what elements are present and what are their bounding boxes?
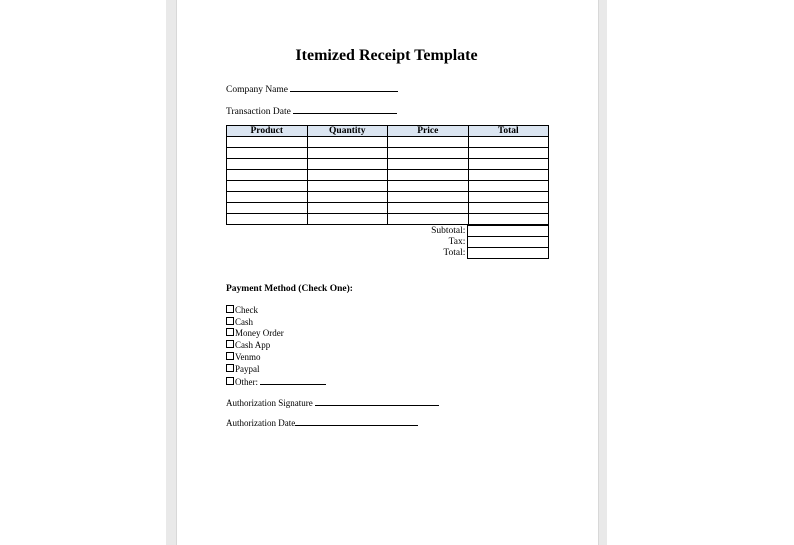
header-total: Total bbox=[468, 126, 549, 137]
table-row bbox=[227, 148, 549, 159]
header-product: Product bbox=[227, 126, 308, 137]
page-title: Itemized Receipt Template bbox=[295, 47, 478, 64]
checkbox-icon[interactable] bbox=[226, 328, 234, 336]
authorization-date-label: Authorization Date bbox=[226, 418, 296, 428]
authorization-signature-blank[interactable] bbox=[315, 396, 439, 406]
payment-option-other[interactable] bbox=[226, 375, 326, 389]
checkbox-icon[interactable] bbox=[226, 317, 234, 325]
table-cell[interactable] bbox=[227, 148, 308, 159]
table-cell[interactable] bbox=[307, 137, 388, 148]
payment-option-label: Paypal bbox=[235, 363, 260, 374]
table-cell[interactable] bbox=[227, 181, 308, 192]
transaction-date-field bbox=[226, 104, 397, 117]
table-cell[interactable] bbox=[388, 203, 469, 214]
total-value-box[interactable] bbox=[468, 248, 549, 259]
authorization-date-field bbox=[226, 416, 418, 428]
table-cell[interactable] bbox=[307, 214, 388, 225]
transaction-date-blank[interactable] bbox=[293, 104, 397, 114]
table-cell[interactable] bbox=[468, 192, 549, 203]
table-cell[interactable] bbox=[388, 181, 469, 192]
company-name-field bbox=[226, 82, 398, 95]
checkbox-icon[interactable] bbox=[226, 364, 234, 372]
header-price: Price bbox=[388, 126, 469, 137]
tax-value-box[interactable] bbox=[468, 237, 549, 248]
table-cell[interactable] bbox=[227, 203, 308, 214]
checkbox-icon[interactable] bbox=[226, 377, 234, 385]
subtotal-label: Subtotal: bbox=[431, 226, 466, 236]
payment-options-list bbox=[226, 305, 326, 389]
table-cell[interactable] bbox=[227, 137, 308, 148]
authorization-date-blank[interactable] bbox=[295, 416, 418, 426]
table-row bbox=[227, 159, 549, 170]
payment-option-label: Money Order bbox=[235, 328, 284, 339]
table-row bbox=[227, 192, 549, 203]
payment-option-paypal[interactable] bbox=[226, 364, 326, 376]
table-cell[interactable] bbox=[468, 170, 549, 181]
table-cell[interactable] bbox=[227, 159, 308, 170]
table-cell[interactable] bbox=[388, 214, 469, 225]
table-cell[interactable] bbox=[388, 148, 469, 159]
items-table bbox=[226, 125, 549, 225]
table-row bbox=[227, 170, 549, 181]
payment-option-cash-app[interactable] bbox=[226, 340, 326, 352]
table-cell[interactable] bbox=[307, 181, 388, 192]
tax-row bbox=[226, 237, 549, 248]
table-cell[interactable] bbox=[468, 137, 549, 148]
payment-method-heading: Payment Method (Check One): bbox=[226, 284, 353, 294]
subtotal-row bbox=[226, 226, 549, 237]
checkbox-icon[interactable] bbox=[226, 305, 234, 313]
company-name-blank[interactable] bbox=[290, 82, 398, 92]
table-row bbox=[227, 214, 549, 225]
payment-option-label: Cash App bbox=[235, 340, 271, 351]
table-cell[interactable] bbox=[388, 170, 469, 181]
table-cell[interactable] bbox=[307, 148, 388, 159]
checkbox-icon[interactable] bbox=[226, 352, 234, 360]
checkbox-icon[interactable] bbox=[226, 340, 234, 348]
table-cell[interactable] bbox=[227, 192, 308, 203]
table-row bbox=[227, 203, 549, 214]
header-quantity: Quantity bbox=[307, 126, 388, 137]
transaction-date-label: Transaction Date bbox=[226, 107, 291, 117]
table-cell[interactable] bbox=[307, 159, 388, 170]
table-cell[interactable] bbox=[227, 170, 308, 181]
table-cell[interactable] bbox=[307, 170, 388, 181]
total-row bbox=[226, 248, 549, 259]
payment-option-check[interactable] bbox=[226, 305, 326, 317]
payment-option-money-order[interactable] bbox=[226, 328, 326, 340]
subtotal-value-box[interactable] bbox=[468, 226, 549, 237]
authorization-signature-label: Authorization Signature bbox=[226, 398, 313, 408]
table-cell[interactable] bbox=[468, 181, 549, 192]
totals-table bbox=[226, 225, 549, 259]
payment-option-label: Venmo bbox=[235, 351, 261, 362]
table-cell[interactable] bbox=[307, 203, 388, 214]
table-cell[interactable] bbox=[307, 192, 388, 203]
table-row bbox=[227, 137, 549, 148]
payment-option-label: Cash bbox=[235, 316, 253, 327]
table-cell[interactable] bbox=[227, 214, 308, 225]
payment-option-cash[interactable] bbox=[226, 317, 326, 329]
payment-option-label: Check bbox=[235, 305, 258, 315]
table-cell[interactable] bbox=[388, 137, 469, 148]
payment-option-label: Other: bbox=[235, 377, 258, 388]
table-cell[interactable] bbox=[468, 203, 549, 214]
table-cell[interactable] bbox=[468, 159, 549, 170]
table-cell[interactable] bbox=[468, 214, 549, 225]
authorization-signature-field bbox=[226, 396, 439, 408]
tax-label: Tax: bbox=[448, 237, 466, 247]
company-name-label: Company Name bbox=[226, 85, 289, 95]
table-cell[interactable] bbox=[468, 148, 549, 159]
payment-option-venmo[interactable] bbox=[226, 352, 326, 364]
table-header-row bbox=[227, 126, 549, 137]
table-cell[interactable] bbox=[388, 192, 469, 203]
total-label: Total: bbox=[443, 248, 466, 258]
table-cell[interactable] bbox=[388, 159, 469, 170]
other-payment-blank[interactable] bbox=[260, 375, 326, 385]
table-row bbox=[227, 181, 549, 192]
